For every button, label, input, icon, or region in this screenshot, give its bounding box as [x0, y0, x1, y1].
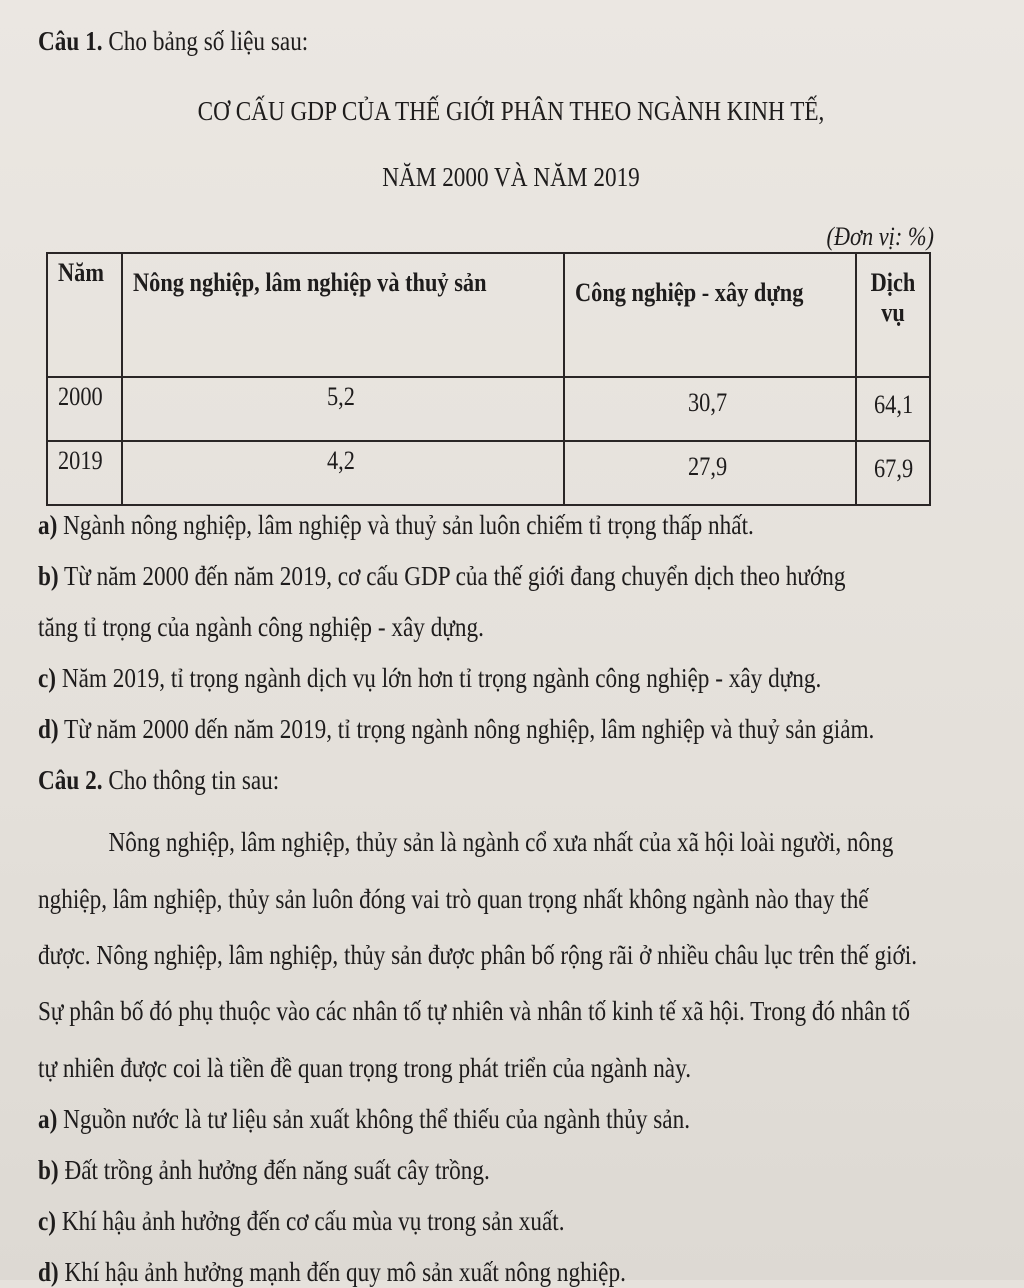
- q1-option-b: b) Từ năm 2000 đến năm 2019, cơ cấu GDP của thế giới đang chuyển dịch theo hướng: [38, 560, 846, 591]
- q2-option-d: d) Khí hậu ảnh hưởng mạnh đến quy mô sản xuất nông nghiệp.: [38, 1257, 626, 1288]
- passage-line: Nông nghiệp, lâm nghiệp, thủy sản là ngành cổ xưa nhất của xã hội loài người, nông: [108, 827, 894, 858]
- passage-line: Sự phân bố đó phụ thuộc vào các nhân tố tự nhiên và nhân tố kinh tế xã hội. Trong đó nhân tố: [38, 996, 910, 1027]
- table-row: [47, 377, 930, 441]
- question-2-number: Câu 2.: [38, 765, 103, 796]
- gdp-structure-table: [46, 252, 931, 506]
- q1-option-c: c) Năm 2019, tỉ trọng ngành dịch vụ lớn hơn tỉ trọng ngành công nghiệp - xây dựng.: [38, 662, 822, 693]
- header-year: Năm: [47, 253, 122, 377]
- question-1-intro: Cho bảng số liệu sau:: [108, 26, 309, 56]
- cell-year: 2019: [47, 441, 122, 505]
- q1-option-d: d) Từ năm 2000 dến năm 2019, tỉ trọng ngành nông nghiệp, lâm nghiệp và thuỷ sản giảm.: [38, 714, 875, 745]
- question-2-heading: [38, 765, 800, 796]
- q2-option-a: a) Nguồn nước là tư liệu sản xuất không thể thiếu của ngành thủy sản.: [38, 1104, 691, 1135]
- passage-line: được. Nông nghiệp, lâm nghiệp, thủy sản được phân bố rộng rãi ở nhiều châu lục trên thế giới.: [38, 939, 918, 970]
- cell-agriculture: 4,2: [122, 441, 564, 505]
- q1-option-b-continued: tăng tỉ trọng của ngành công nghiệp - xây dựng.: [38, 611, 484, 642]
- q2-option-c: c) Khí hậu ảnh hưởng đến cơ cấu mùa vụ trong sản xuất.: [38, 1206, 565, 1237]
- question-1-number: Câu 1.: [38, 26, 103, 56]
- q2-option-b: b) Đất trồng ảnh hưởng đến năng suất cây trồng.: [38, 1155, 490, 1186]
- table-title-line-1: CƠ CẤU GDP CỦA THẾ GIỚI PHÂN THEO NGÀNH KINH TẾ,: [197, 96, 825, 127]
- cell-year: 2000: [47, 377, 122, 441]
- table-header-row: [47, 253, 930, 377]
- table-unit: (Đơn vị: %): [826, 221, 934, 251]
- passage-line: tự nhiên được coi là tiền đề quan trọng trong phát triển của ngành này.: [38, 1052, 692, 1083]
- table-title-line-2: NĂM 2000 VÀ NĂM 2019: [382, 162, 640, 193]
- question-2-intro: Cho thông tin sau:: [108, 765, 280, 796]
- cell-agriculture: 5,2: [122, 377, 564, 441]
- q1-option-a: a) Ngành nông nghiệp, lâm nghiệp và thuỷ sản luôn chiếm tỉ trọng thấp nhất.: [38, 509, 754, 540]
- header-services: Dịch vụ: [856, 253, 930, 377]
- cell-industry: 30,7: [564, 377, 856, 441]
- passage-line: nghiệp, lâm nghiệp, thủy sản luôn đóng vai trò quan trọng nhất không ngành nào thay thế: [38, 883, 869, 914]
- question-1-heading: [38, 26, 800, 57]
- cell-services: 67,9: [856, 441, 930, 505]
- cell-industry: 27,9: [564, 441, 856, 505]
- header-industry: Công nghiệp - xây dựng: [564, 253, 856, 377]
- header-agriculture: Nông nghiệp, lâm nghiệp và thuỷ sản: [122, 253, 564, 377]
- table-row: [47, 441, 930, 505]
- cell-services: 64,1: [856, 377, 930, 441]
